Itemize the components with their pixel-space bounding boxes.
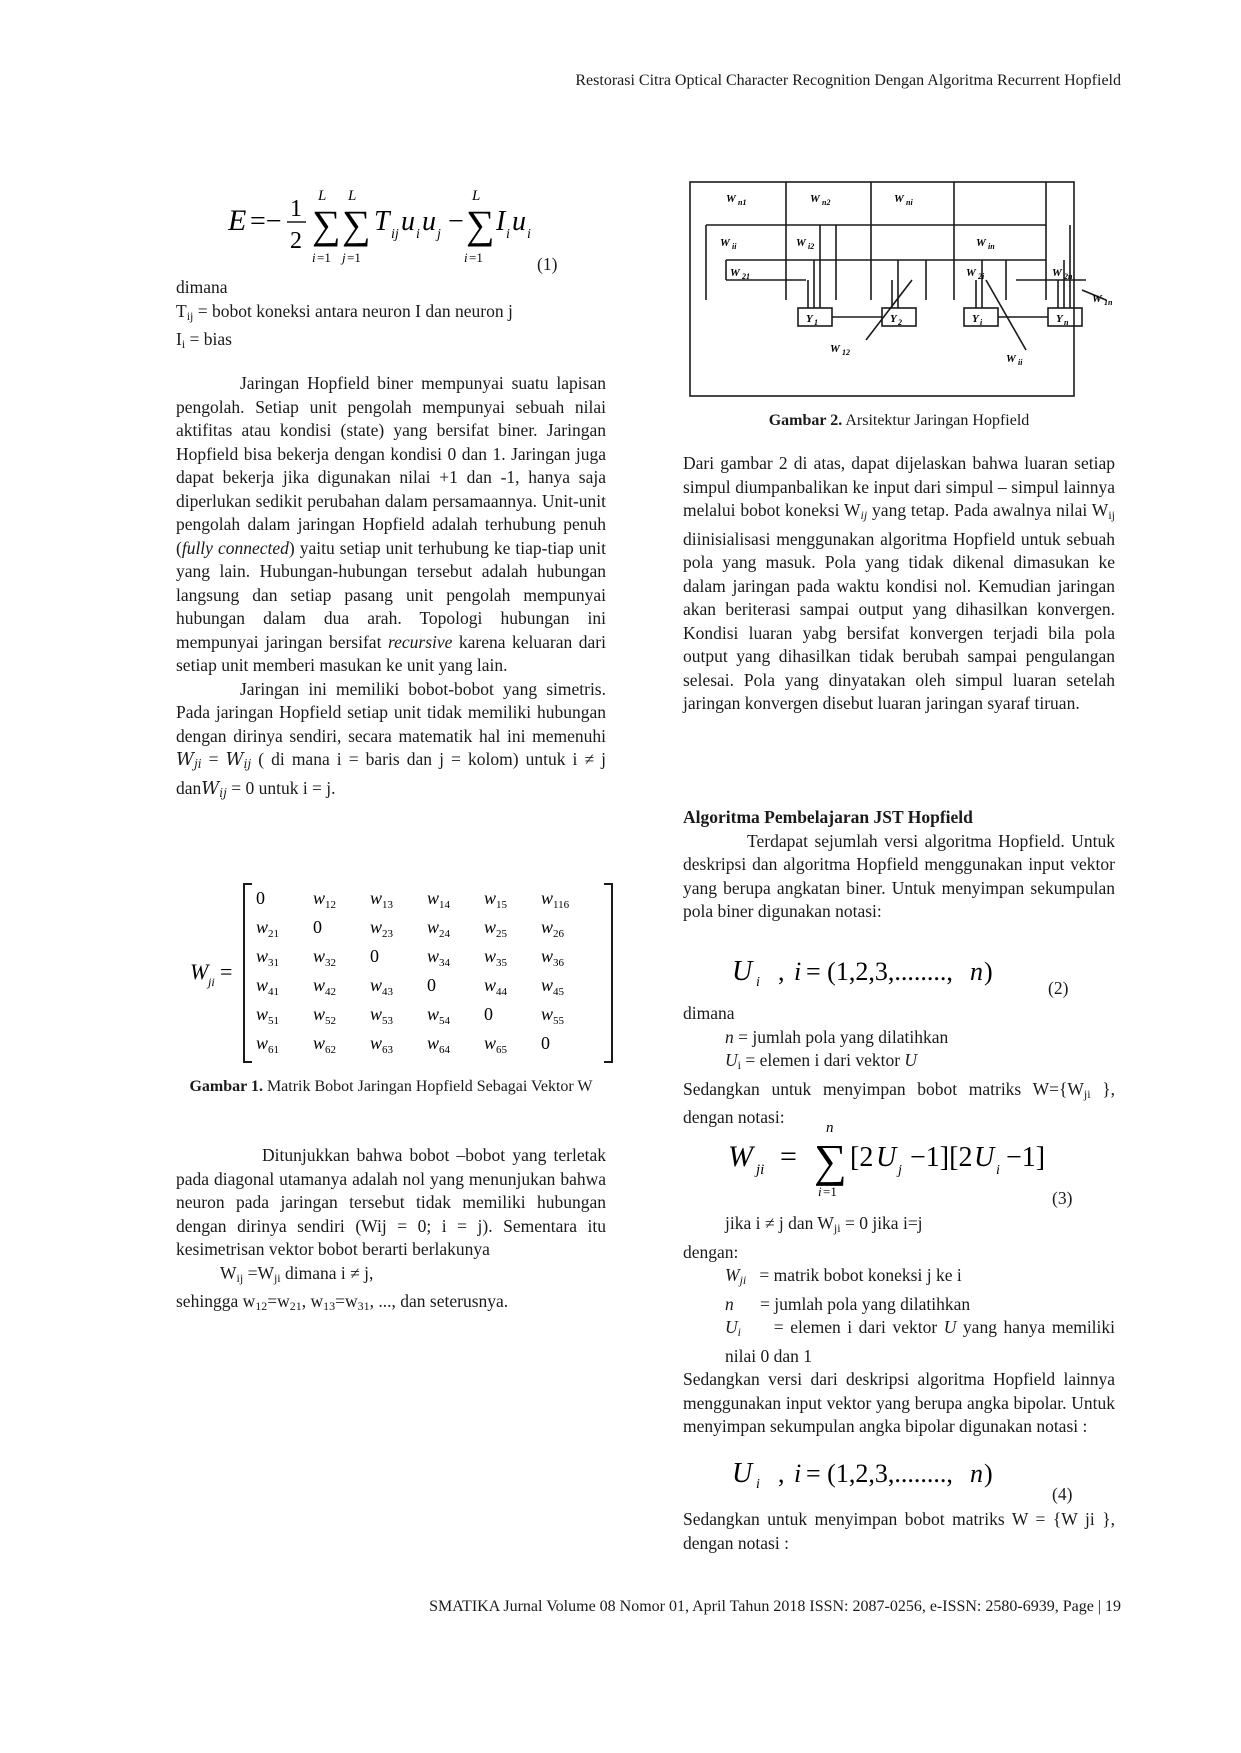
svg-text:∑: ∑ bbox=[312, 202, 341, 247]
figure-2-caption: Gambar 2. Arsitektur Jaringan Hopfield bbox=[768, 412, 1030, 429]
svg-text:W: W bbox=[966, 267, 976, 279]
svg-text:∑: ∑ bbox=[466, 202, 495, 247]
matrix-cell: $w_{26}$ bbox=[541, 917, 565, 940]
svg-text:T: T bbox=[374, 206, 390, 237]
svg-text:W: W bbox=[830, 343, 840, 355]
matrix-cell: $w_{21}$ bbox=[256, 917, 280, 940]
svg-text:i: i bbox=[312, 250, 316, 265]
svg-text:ii: ii bbox=[1018, 358, 1023, 367]
svg-text:,: , bbox=[778, 1459, 785, 1488]
svg-text:U: U bbox=[974, 1142, 995, 1173]
svg-text:L: L bbox=[318, 188, 327, 204]
svg-text:i: i bbox=[756, 1477, 760, 1492]
matrix-cell: $w_{52}$ bbox=[313, 1004, 337, 1027]
running-footer: SMATIKA Jurnal Volume 08 Nomor 01, April Tahun 2018 ISSN: 2087-0256, e-ISSN: 2580-6939, Page | 19 bbox=[429, 1598, 1121, 1615]
svg-text:i: i bbox=[416, 227, 420, 242]
matrix-cell: $w_{64}$ bbox=[427, 1033, 451, 1056]
n-definition: n = jumlah pola yang dilatihkan bbox=[725, 1026, 949, 1047]
ui-definition-2: $U_i$ = elemen i dari vektor U yang hanya memiliki nilai 0 dan 1 bbox=[725, 1317, 1116, 1366]
equation-1-number: (1) bbox=[537, 254, 558, 274]
matrix-cell: $w_{61}$ bbox=[256, 1033, 280, 1056]
paragraph-versi-algoritma: Terdapat sejumlah versi algoritma Hopfield. Untuk deskripsi dan algoritma Hopfield menggunakan input vektor yang berupa angkatan biner. Untuk menyimpan sekumpulan pola biner digunakan notasi: bbox=[683, 830, 1115, 921]
dimana-label: dimana bbox=[176, 277, 228, 297]
equation-3-number: (3) bbox=[1052, 1188, 1073, 1208]
svg-text:Y: Y bbox=[972, 313, 979, 325]
svg-text:ji: ji bbox=[756, 1162, 765, 1178]
svg-text:ni: ni bbox=[906, 198, 913, 207]
matrix-cell: 0 bbox=[313, 917, 322, 937]
running-header: Restorasi Citra Optical Character Recognition Dengan Algoritma Recurrent Hopfield bbox=[575, 72, 1121, 89]
svg-text:i: i bbox=[506, 227, 510, 242]
svg-text:i: i bbox=[794, 1459, 802, 1488]
svg-text:1: 1 bbox=[290, 196, 302, 222]
svg-text:u: u bbox=[401, 206, 415, 237]
svg-text:−1]: −1] bbox=[1006, 1142, 1046, 1173]
matrix-cell: $w_{36}$ bbox=[541, 946, 565, 969]
svg-text:W: W bbox=[1006, 353, 1016, 365]
svg-text:i: i bbox=[818, 1184, 822, 1198]
svg-text:i: i bbox=[980, 318, 983, 327]
svg-text:,: , bbox=[778, 957, 785, 986]
svg-text:∑: ∑ bbox=[814, 1135, 847, 1186]
svg-text:=: = bbox=[780, 1140, 797, 1173]
svg-text:n: n bbox=[970, 1459, 983, 1488]
equation-4 bbox=[732, 1452, 1032, 1492]
svg-text:L: L bbox=[472, 188, 481, 204]
svg-text:i: i bbox=[996, 1163, 1000, 1178]
svg-text:W: W bbox=[728, 1140, 753, 1173]
svg-text:= (1,2,3,........,: = (1,2,3,........, bbox=[806, 1459, 953, 1488]
svg-text:W: W bbox=[796, 237, 806, 249]
paragraph-hopfield-biner: Jaringan Hopfield biner mempunyai suatu lapisan pengolah. Setiap unit pengolah mempunyai sebuah nilai aktifitas atau kondisi (state) yang bersifat biner. Jaringan Hopfield bisa bekerja dengan kondisi 0 dan 1. Jaringan juga dapat bekerja jika digunakan nilai +1 dan -1, hanya saja diperlukan sedikit perubahan dalam persamaannya. Unit-unit pengolah dalam jaringan Hopfield adalah terhubung penuh (fully connected) yaitu setiap unit terhubung ke tiap-tiap unit yang lain. Hubungan-hubungan tersebut adalah hubungan langsung dan setiap pasang unit pengolah mempunyai hubungan dalam dua arah. Topologi hubungan ini mempunyai jaringan bersifat recursive karena keluaran dari setiap unit memberi masukan ke unit yang lain. bbox=[176, 373, 606, 675]
matrix-cell: $w_{34}$ bbox=[427, 946, 451, 969]
svg-text:= (1,2,3,........,: = (1,2,3,........, bbox=[806, 957, 953, 986]
matrix-cell: 0 bbox=[427, 975, 436, 995]
svg-text:U: U bbox=[732, 956, 753, 987]
svg-text:=1: =1 bbox=[317, 250, 331, 265]
matrix-cell: $w_{44}$ bbox=[484, 975, 508, 998]
svg-text:W: W bbox=[730, 267, 740, 279]
paragraph-bobot-matriks: Sedangkan untuk menyimpan bobot matriks $W=\{W_{ji}$ }, dengan notasi: bbox=[683, 1078, 1115, 1127]
svg-text:W: W bbox=[720, 237, 730, 249]
section-heading-algoritma: Algoritma Pembelajaran JST Hopfield bbox=[683, 807, 973, 827]
paragraph-gambar-2: Dari gambar 2 di atas, dapat dijelaskan bahwa luaran setiap simpul diumpanbalikan ke input dari simpul – simpul lainnya melalui bobot koneksi $W_{ij}$ yang tetap. Pada awalnya nilai $W_{ij}$ diinisialisasi menggunakan algoritma Hopfield untuk sebuah pola yang masuk. Pola yang tidak dikenal dimasukan ke dalam jaringan pada waktu kondisi nol. Kemudian jaringan akan beriterasi sampai output yang dihasilkan konvergen. Kondisi luaran yabg bersifat konvergen terjadi bila pola output yang dihasilkan tidak berubah sampai pengulangan selesai. Pola yang dinyatakan oleh simpul luaran setelah jaringan konvergen disebut luaran jaringan syaraf tiruan. bbox=[683, 453, 1115, 713]
svg-text:j: j bbox=[342, 250, 346, 265]
svg-text:ij: ij bbox=[391, 227, 399, 242]
svg-text:i: i bbox=[756, 975, 760, 990]
ii-definition: $I_i$ = bias bbox=[176, 329, 232, 351]
svg-text:W: W bbox=[810, 193, 820, 205]
svg-text:−1][2: −1][2 bbox=[910, 1142, 973, 1173]
figure-1-caption: Gambar 1. Matrik Bobot Jaringan Hopfield Sebagai Vektor W bbox=[189, 1078, 593, 1095]
svg-text:=1: =1 bbox=[469, 250, 483, 265]
matrix-cell: $w_{31}$ bbox=[256, 946, 280, 969]
svg-text:2n: 2n bbox=[1064, 272, 1073, 281]
equation-3 bbox=[728, 1118, 1058, 1198]
ui-definition: $U_i$ = elemen i dari vektor U bbox=[725, 1050, 918, 1072]
equation-1 bbox=[228, 186, 538, 266]
matrix-cell: $w_{25}$ bbox=[484, 917, 508, 940]
condition-line: jika i ≠ j dan $W_{ji} = 0$ jika i=j bbox=[725, 1213, 923, 1235]
svg-text:[2: [2 bbox=[850, 1142, 874, 1173]
svg-text:2: 2 bbox=[290, 228, 302, 254]
matrix-cell: $w_{15}$ bbox=[484, 888, 508, 911]
matrix-cell: $w_{23}$ bbox=[370, 917, 394, 940]
svg-text:Y: Y bbox=[1056, 313, 1063, 325]
matrix-cell: $w_{51}$ bbox=[256, 1004, 280, 1027]
svg-text:1: 1 bbox=[814, 318, 818, 327]
svg-text:E: E bbox=[228, 204, 247, 237]
matrix-cell: $w_{63}$ bbox=[370, 1033, 394, 1056]
svg-text:): ) bbox=[984, 1459, 993, 1488]
paragraph-bipolar-matriks: Sedangkan untuk menyimpan bobot matriks W = {W ji }, dengan notasi : bbox=[683, 1509, 1115, 1553]
figure-2-hopfield-architecture bbox=[686, 180, 1118, 400]
svg-text:j: j bbox=[437, 227, 441, 242]
dengan-label: dengan: bbox=[683, 1241, 739, 1262]
svg-text:W: W bbox=[976, 237, 986, 249]
svg-text:I: I bbox=[496, 206, 506, 237]
matrix-cell: $w_{53}$ bbox=[370, 1004, 394, 1027]
svg-text:n: n bbox=[826, 1120, 834, 1136]
svg-text:=−: =− bbox=[250, 206, 282, 237]
svg-text:12: 12 bbox=[842, 348, 850, 357]
svg-text:2: 2 bbox=[898, 318, 902, 327]
svg-text:): ) bbox=[984, 957, 993, 986]
svg-text:u: u bbox=[422, 206, 436, 237]
svg-text:j: j bbox=[898, 1163, 902, 1178]
matrix-cell: 0 bbox=[484, 1004, 493, 1024]
paragraph-simetris: Jaringan ini memiliki bobot-bobot yang simetris. Pada jaringan Hopfield setiap unit tidak memiliki hubungan dengan dirinya sendiri, secara matematik hal ini memenuhi $W_{ji} = W_{ij}$ ( di mana i = baris dan j = kolom) untuk i ≠ j danW$_{ij}$ = 0 untuk i = j. bbox=[176, 678, 607, 800]
svg-text:W: W bbox=[1092, 293, 1102, 305]
matrix-cell: $w_{12}$ bbox=[313, 888, 337, 911]
figure-1-matrix bbox=[186, 878, 616, 1068]
n-definition-2: n = jumlah pola yang dilatihkan bbox=[725, 1293, 971, 1314]
matrix-cell: $w_{45}$ bbox=[541, 975, 565, 998]
svg-text:=: = bbox=[220, 959, 233, 984]
matrix-cell: $w_{24}$ bbox=[427, 917, 451, 940]
svg-text:1n: 1n bbox=[1104, 298, 1113, 307]
svg-text:U: U bbox=[732, 1458, 753, 1489]
svg-text:Y: Y bbox=[890, 313, 897, 325]
equation-2 bbox=[732, 950, 1032, 990]
matrix-cell: $w_{116}$ bbox=[541, 888, 570, 911]
svg-text:Y: Y bbox=[806, 313, 813, 325]
matrix-cell: 0 bbox=[256, 888, 265, 908]
matrix-cell: $w_{41}$ bbox=[256, 975, 280, 998]
equation-2-number: (2) bbox=[1048, 978, 1069, 998]
matrix-cell: $w_{35}$ bbox=[484, 946, 508, 969]
svg-text:i2: i2 bbox=[808, 242, 815, 251]
svg-text:n: n bbox=[1064, 318, 1069, 327]
svg-text:W: W bbox=[1052, 267, 1062, 279]
svg-text:2i: 2i bbox=[978, 272, 985, 281]
svg-text:ji: ji bbox=[208, 975, 215, 989]
svg-text:n: n bbox=[970, 957, 983, 986]
svg-text:i: i bbox=[464, 250, 468, 265]
matrix-cell: $w_{43}$ bbox=[370, 975, 394, 998]
svg-text:i: i bbox=[527, 227, 531, 242]
paragraph-diagonal: Ditunjukkan bahwa bobot –bobot yang terletak pada diagonal utamanya adalah nol yang menunjukan bahwa neuron pada jaringan tersebut tidak memiliki hubungan dengan dirinya sendiri (Wij = 0; i = j). Sementara itu kesimetrisan vektor bobot berarti berlakunya bbox=[176, 1145, 606, 1259]
svg-text:W: W bbox=[894, 193, 904, 205]
matrix-cell: $w_{62}$ bbox=[313, 1033, 337, 1056]
equation-4-number: (4) bbox=[1052, 1484, 1073, 1504]
svg-text:ii: ii bbox=[732, 242, 737, 251]
svg-text:u: u bbox=[512, 206, 526, 237]
dimana-label-right: dimana bbox=[683, 1003, 735, 1023]
matrix-cell: $w_{13}$ bbox=[370, 888, 394, 911]
matrix-cell: $w_{14}$ bbox=[427, 888, 451, 911]
svg-text:L: L bbox=[348, 188, 357, 204]
matrix-cell: $w_{54}$ bbox=[427, 1004, 451, 1027]
matrix-cell: $w_{32}$ bbox=[313, 946, 337, 969]
svg-text:U: U bbox=[876, 1142, 897, 1173]
svg-text:in: in bbox=[988, 242, 995, 251]
svg-text:21: 21 bbox=[742, 272, 750, 281]
svg-text:W: W bbox=[726, 193, 736, 205]
matrix-cell: 0 bbox=[541, 1033, 550, 1053]
svg-text:i: i bbox=[794, 957, 802, 986]
symmetry-example: sehingga $w_{12}=w_{21}$, $w_{13}=w_{31}$, ..., dan seterusnya. bbox=[176, 1291, 509, 1313]
symmetry-line: $W_{ij} =W_{ji}$ dimana i ≠ j, bbox=[220, 1262, 374, 1285]
svg-text:−: − bbox=[448, 206, 464, 237]
matrix-cell: $w_{55}$ bbox=[541, 1004, 565, 1027]
matrix-label: W bbox=[190, 959, 209, 984]
svg-text:=1: =1 bbox=[347, 250, 361, 265]
svg-text:=1: =1 bbox=[823, 1184, 837, 1198]
svg-text:∑: ∑ bbox=[342, 202, 371, 247]
svg-text:n2: n2 bbox=[822, 198, 831, 207]
paragraph-bipolar: Sedangkan versi dari deskripsi algoritma Hopfield lainnya menggunakan input vektor yang berupa angka bipolar. Untuk menyimpan sekumpulan angka bipolar digunakan notasi : bbox=[683, 1369, 1115, 1436]
wji-definition: $W_{ji}$ = matrik bobot koneksi j ke i bbox=[725, 1265, 962, 1287]
matrix-cell: $w_{65}$ bbox=[484, 1033, 508, 1056]
matrix-cell: $w_{42}$ bbox=[313, 975, 337, 998]
svg-text:n1: n1 bbox=[738, 198, 747, 207]
matrix-cell: 0 bbox=[370, 946, 379, 966]
tij-definition: $T_{ij}$ = bobot koneksi antara neuron I dan neuron j bbox=[176, 300, 513, 323]
